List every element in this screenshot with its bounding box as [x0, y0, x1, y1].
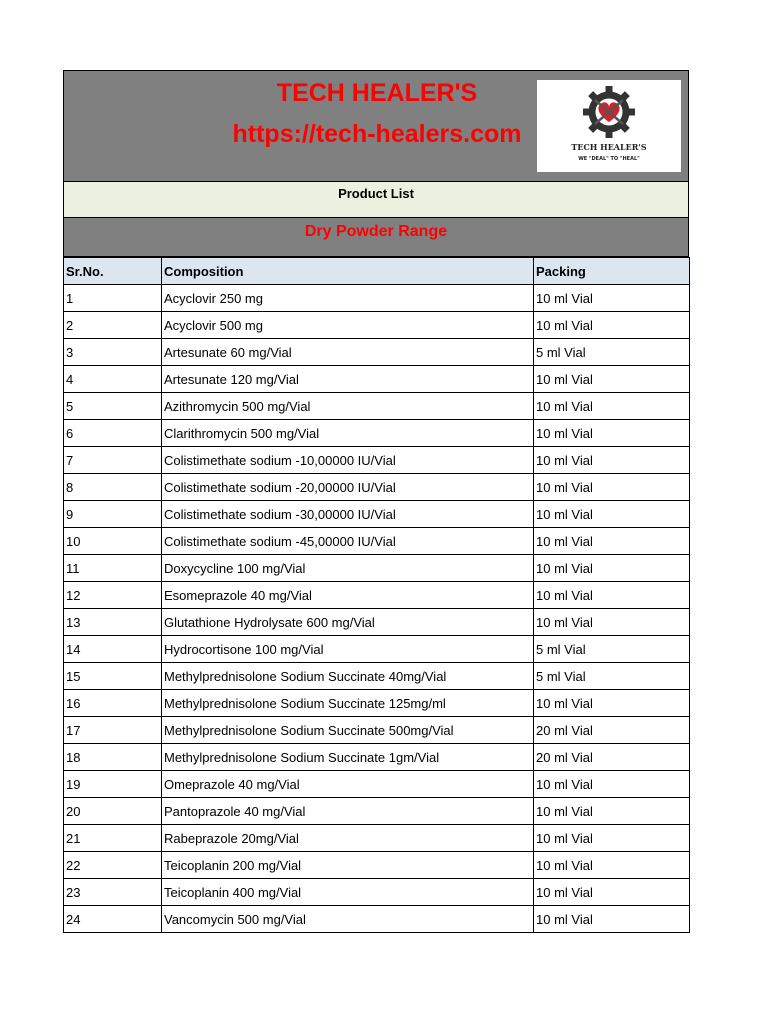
table-row [64, 528, 690, 555]
table-row [64, 339, 690, 366]
cell-srno: 20 [64, 798, 162, 825]
cell-composition: Artesunate 60 mg/Vial [162, 339, 534, 366]
cell-composition: Methylprednisolone Sodium Succinate 125mg/ml [162, 690, 534, 717]
cell-srno: 14 [64, 636, 162, 663]
cell-srno: 8 [64, 474, 162, 501]
table-row [64, 879, 690, 906]
cell-srno: 9 [64, 501, 162, 528]
table-row [64, 825, 690, 852]
table-row [64, 744, 690, 771]
table-row [64, 771, 690, 798]
cell-packing: 10 ml Vial [534, 366, 690, 393]
cell-srno: 22 [64, 852, 162, 879]
cell-packing: 10 ml Vial [534, 879, 690, 906]
cell-packing: 10 ml Vial [534, 609, 690, 636]
cell-composition: Acyclovir 500 mg [162, 312, 534, 339]
cell-srno: 2 [64, 312, 162, 339]
cell-srno: 23 [64, 879, 162, 906]
cell-srno: 3 [64, 339, 162, 366]
cell-packing: 5 ml Vial [534, 339, 690, 366]
table-row [64, 501, 690, 528]
table-row [64, 393, 690, 420]
cell-srno: 18 [64, 744, 162, 771]
table-row [64, 636, 690, 663]
table-row [64, 420, 690, 447]
cell-composition: Methylprednisolone Sodium Succinate 1gm/Vial [162, 744, 534, 771]
cell-composition: Colistimethate sodium -10,00000 IU/Vial [162, 447, 534, 474]
cell-packing: 10 ml Vial [534, 474, 690, 501]
table-header-row [64, 258, 690, 285]
gear-heart-logo-icon [537, 80, 681, 172]
cell-composition: Azithromycin 500 mg/Vial [162, 393, 534, 420]
cell-srno: 1 [64, 285, 162, 312]
cell-composition: Methylprednisolone Sodium Succinate 40mg/Vial [162, 663, 534, 690]
table-row [64, 717, 690, 744]
cell-composition: Acyclovir 250 mg [162, 285, 534, 312]
cell-packing: 20 ml Vial [534, 717, 690, 744]
cell-packing: 10 ml Vial [534, 393, 690, 420]
table-row [64, 798, 690, 825]
cell-srno: 6 [64, 420, 162, 447]
cell-packing: 10 ml Vial [534, 771, 690, 798]
cell-composition: Colistimethate sodium -20,00000 IU/Vial [162, 474, 534, 501]
product-sheet [63, 70, 689, 933]
product-table [63, 257, 690, 933]
table-row [64, 474, 690, 501]
cell-srno: 12 [64, 582, 162, 609]
table-row [64, 852, 690, 879]
company-logo [537, 80, 681, 172]
cell-srno: 4 [64, 366, 162, 393]
cell-srno: 24 [64, 906, 162, 933]
cell-packing: 10 ml Vial [534, 852, 690, 879]
cell-composition: Omeprazole 40 mg/Vial [162, 771, 534, 798]
table-row [64, 690, 690, 717]
cell-srno: 16 [64, 690, 162, 717]
cell-composition: Glutathione Hydrolysate 600 mg/Vial [162, 609, 534, 636]
table-row [64, 285, 690, 312]
cell-srno: 17 [64, 717, 162, 744]
cell-packing: 10 ml Vial [534, 501, 690, 528]
cell-composition: Teicoplanin 200 mg/Vial [162, 852, 534, 879]
cell-composition: Hydrocortisone 100 mg/Vial [162, 636, 534, 663]
cell-composition: Clarithromycin 500 mg/Vial [162, 420, 534, 447]
cell-packing: 10 ml Vial [534, 906, 690, 933]
cell-packing: 5 ml Vial [534, 636, 690, 663]
range-title: Dry Powder Range [63, 218, 689, 257]
cell-composition: Esomeprazole 40 mg/Vial [162, 582, 534, 609]
table-row [64, 906, 690, 933]
cell-srno: 19 [64, 771, 162, 798]
table-row [64, 663, 690, 690]
col-header-composition: Composition [162, 258, 534, 285]
cell-packing: 10 ml Vial [534, 825, 690, 852]
cell-composition: Rabeprazole 20mg/Vial [162, 825, 534, 852]
logo-tagline: WE "DEAL" TO "HEAL" [578, 156, 640, 162]
table-row [64, 312, 690, 339]
table-row [64, 447, 690, 474]
product-list-label: Product List [63, 182, 689, 218]
cell-packing: 10 ml Vial [534, 285, 690, 312]
company-url: https://tech-healers.com [232, 120, 522, 148]
col-header-packing: Packing [534, 258, 690, 285]
cell-composition: Colistimethate sodium -45,00000 IU/Vial [162, 528, 534, 555]
cell-packing: 10 ml Vial [534, 555, 690, 582]
cell-packing: 10 ml Vial [534, 447, 690, 474]
cell-srno: 10 [64, 528, 162, 555]
cell-composition: Vancomycin 500 mg/Vial [162, 906, 534, 933]
cell-packing: 5 ml Vial [534, 663, 690, 690]
col-header-srno: Sr.No. [64, 258, 162, 285]
cell-composition: Methylprednisolone Sodium Succinate 500mg/Vial [162, 717, 534, 744]
company-title: TECH HEALER'S [276, 79, 478, 107]
header-banner [63, 70, 689, 182]
cell-srno: 11 [64, 555, 162, 582]
cell-packing: 10 ml Vial [534, 312, 690, 339]
table-row [64, 582, 690, 609]
table-row [64, 609, 690, 636]
cell-composition: Colistimethate sodium -30,00000 IU/Vial [162, 501, 534, 528]
cell-packing: 10 ml Vial [534, 690, 690, 717]
cell-composition: Pantoprazole 40 mg/Vial [162, 798, 534, 825]
cell-composition: Artesunate 120 mg/Vial [162, 366, 534, 393]
cell-composition: Teicoplanin 400 mg/Vial [162, 879, 534, 906]
cell-srno: 21 [64, 825, 162, 852]
cell-packing: 10 ml Vial [534, 420, 690, 447]
cell-packing: 10 ml Vial [534, 528, 690, 555]
cell-srno: 13 [64, 609, 162, 636]
cell-srno: 7 [64, 447, 162, 474]
cell-packing: 20 ml Vial [534, 744, 690, 771]
cell-packing: 10 ml Vial [534, 798, 690, 825]
logo-text: TECH HEALER'S [571, 142, 647, 152]
table-row [64, 555, 690, 582]
cell-packing: 10 ml Vial [534, 582, 690, 609]
cell-srno: 15 [64, 663, 162, 690]
cell-srno: 5 [64, 393, 162, 420]
cell-composition: Doxycycline 100 mg/Vial [162, 555, 534, 582]
table-row [64, 366, 690, 393]
